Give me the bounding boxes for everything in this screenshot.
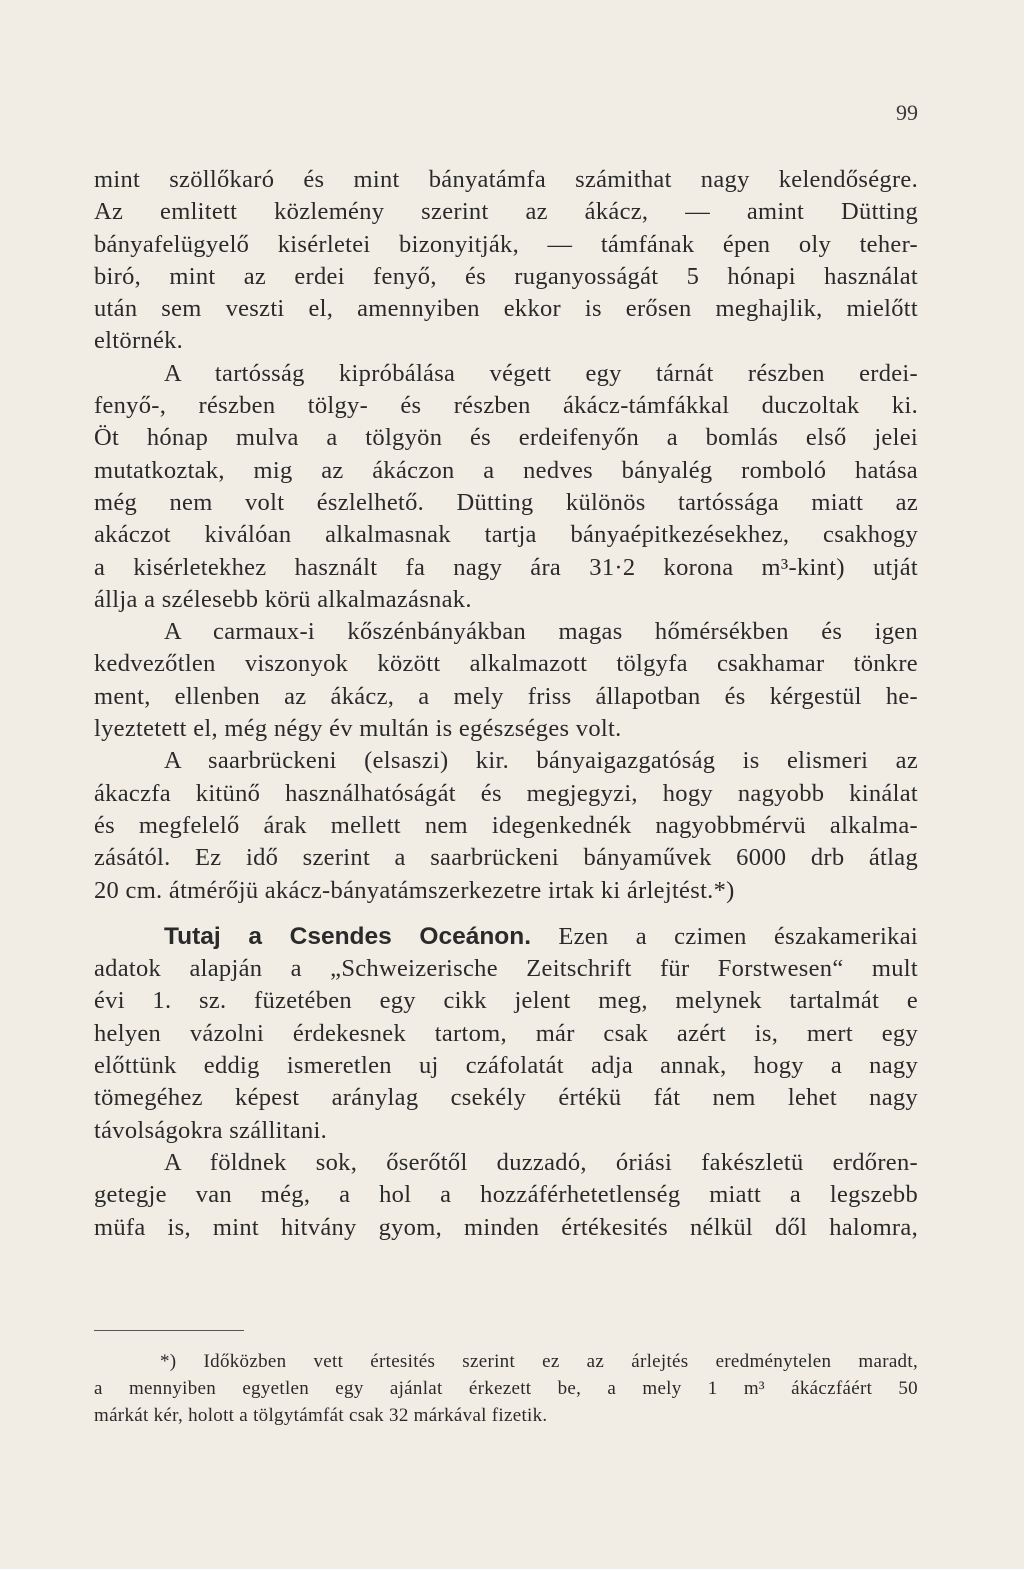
text-line: helyen vázolni érdekesnek tartom, már csak azért is, mert egy xyxy=(94,1019,918,1047)
text-line: tömegéhez képest aránylag csekély értékü fát nem lehet nagy xyxy=(94,1084,918,1112)
section-gap xyxy=(94,907,918,921)
text-line: Az emlitett közlemény szerint az ákácz, — amint Dütting xyxy=(94,198,918,226)
text-line: fenyő-, részben tölgy- és részben ákácz-támfákkal duczoltak ki. xyxy=(94,392,918,420)
section-paragraph xyxy=(94,921,918,1147)
footnote-line: márkát kér, holott a tölgytámfát csak 32 márkával fizetik. xyxy=(94,1405,548,1426)
paragraph xyxy=(94,358,918,616)
text-line: adatok alapján a „Schweizerische Zeitschrift für Forstwesen“ mult xyxy=(94,955,918,983)
text-line: évi 1. sz. füzetében egy cikk jelent meg, melynek tartalmát e xyxy=(94,987,918,1015)
text-line: lyeztetett el, még négy év multán is egészséges volt. xyxy=(94,715,622,743)
text-line: 20 cm. átmérőjü akácz-bányatámszerkezetre irtak ki árlejtést.*) xyxy=(94,876,735,904)
section-heading: Tutaj a Csendes Oceánon. xyxy=(164,922,532,950)
footnote xyxy=(94,1348,918,1429)
heading-line-text: Ezen a czimen északamerikai xyxy=(558,922,918,950)
text-line: müfa is, mint hitvány gyom, minden értékesités nélkül dől halomra, xyxy=(94,1213,918,1241)
paragraph xyxy=(94,616,918,745)
text-line: zásától. Ez idő szerint a saarbrückeni bányaművek 6000 drb átlag xyxy=(94,844,918,872)
text-line: előttünk eddig ismeretlen uj czáfolatát adja annak, hogy a nagy xyxy=(94,1052,918,1080)
text-line xyxy=(94,921,918,953)
text-line: biró, mint az erdei fenyő, és ruganyosságát 5 hónapi használat xyxy=(94,262,918,290)
text-line: akáczot kiválóan alkalmasnak tartja bányaépitkezésekhez, csakhogy xyxy=(94,521,918,549)
paragraph xyxy=(94,745,918,906)
text-line: állja a szélesebb körü alkalmazásnak. xyxy=(94,585,472,613)
text-line: ákaczfa kitünő használhatóságát és megjegyzi, hogy nagyobb kinálat xyxy=(94,779,918,807)
text-line: Öt hónap mulva a tölgyön és erdeifenyőn a bomlás első jelei xyxy=(94,424,918,452)
text-line: és megfelelő árak mellett nem idegenkednék nagyobbmérvü alkalma- xyxy=(94,811,918,839)
text-line: után sem veszti el, amennyiben ekkor is erősen meghajlik, mielőtt xyxy=(94,295,918,323)
paragraph xyxy=(94,164,918,358)
text-line: getegje van még, a hol a hozzáférhetetlenség miatt a legszebb xyxy=(94,1181,918,1209)
text-line: a kisérletekhez használt fa nagy ára 31·2 korona m³-kint) utját xyxy=(94,553,918,581)
text-line: A saarbrückeni (elsaszi) kir. bányaigazgatóság is elismeri az xyxy=(164,747,918,775)
text-line: mutatkoztak, mig az ákáczon a nedves bányalég romboló hatása xyxy=(94,456,918,484)
body-text xyxy=(94,164,918,1244)
text-line: kedvezőtlen viszonyok között alkalmazott tölgyfa csakhamar tönkre xyxy=(94,650,918,678)
text-line: mint szöllőkaró és mint bányatámfa számithat nagy kelendőségre. xyxy=(94,166,918,193)
footnote-rule xyxy=(94,1330,244,1331)
text-line: A földnek sok, őserőtől duzzadó, óriási fakészletü erdőren- xyxy=(164,1148,918,1176)
text-line: még nem volt észlelhető. Dütting különös tartóssága miatt az xyxy=(94,488,918,516)
paragraph xyxy=(94,1147,918,1244)
footnote-line: a mennyiben egyetlen egy ajánlat érkezett be, a mely 1 m³ ákáczfáért 50 xyxy=(94,1378,918,1399)
page-number: 99 xyxy=(896,100,918,125)
text-line: bányafelügyelő kisérletei bizonyitják, — támfának épen oly teher- xyxy=(94,230,918,258)
text-line: távolságokra szállitani. xyxy=(94,1116,328,1144)
text-line: eltörnék. xyxy=(94,327,184,355)
text-line: A tartósság kipróbálása végett egy tárnát részben erdei- xyxy=(164,359,918,387)
text-line: A carmaux-i kőszénbányákban magas hőmérsékben és igen xyxy=(164,618,918,646)
text-line: ment, ellenben az ákácz, a mely friss állapotban és kérgestül he- xyxy=(94,682,918,710)
footnote-line: *) Időközben vett értesités szerint ez az árlejtés eredménytelen maradt, xyxy=(160,1351,918,1372)
